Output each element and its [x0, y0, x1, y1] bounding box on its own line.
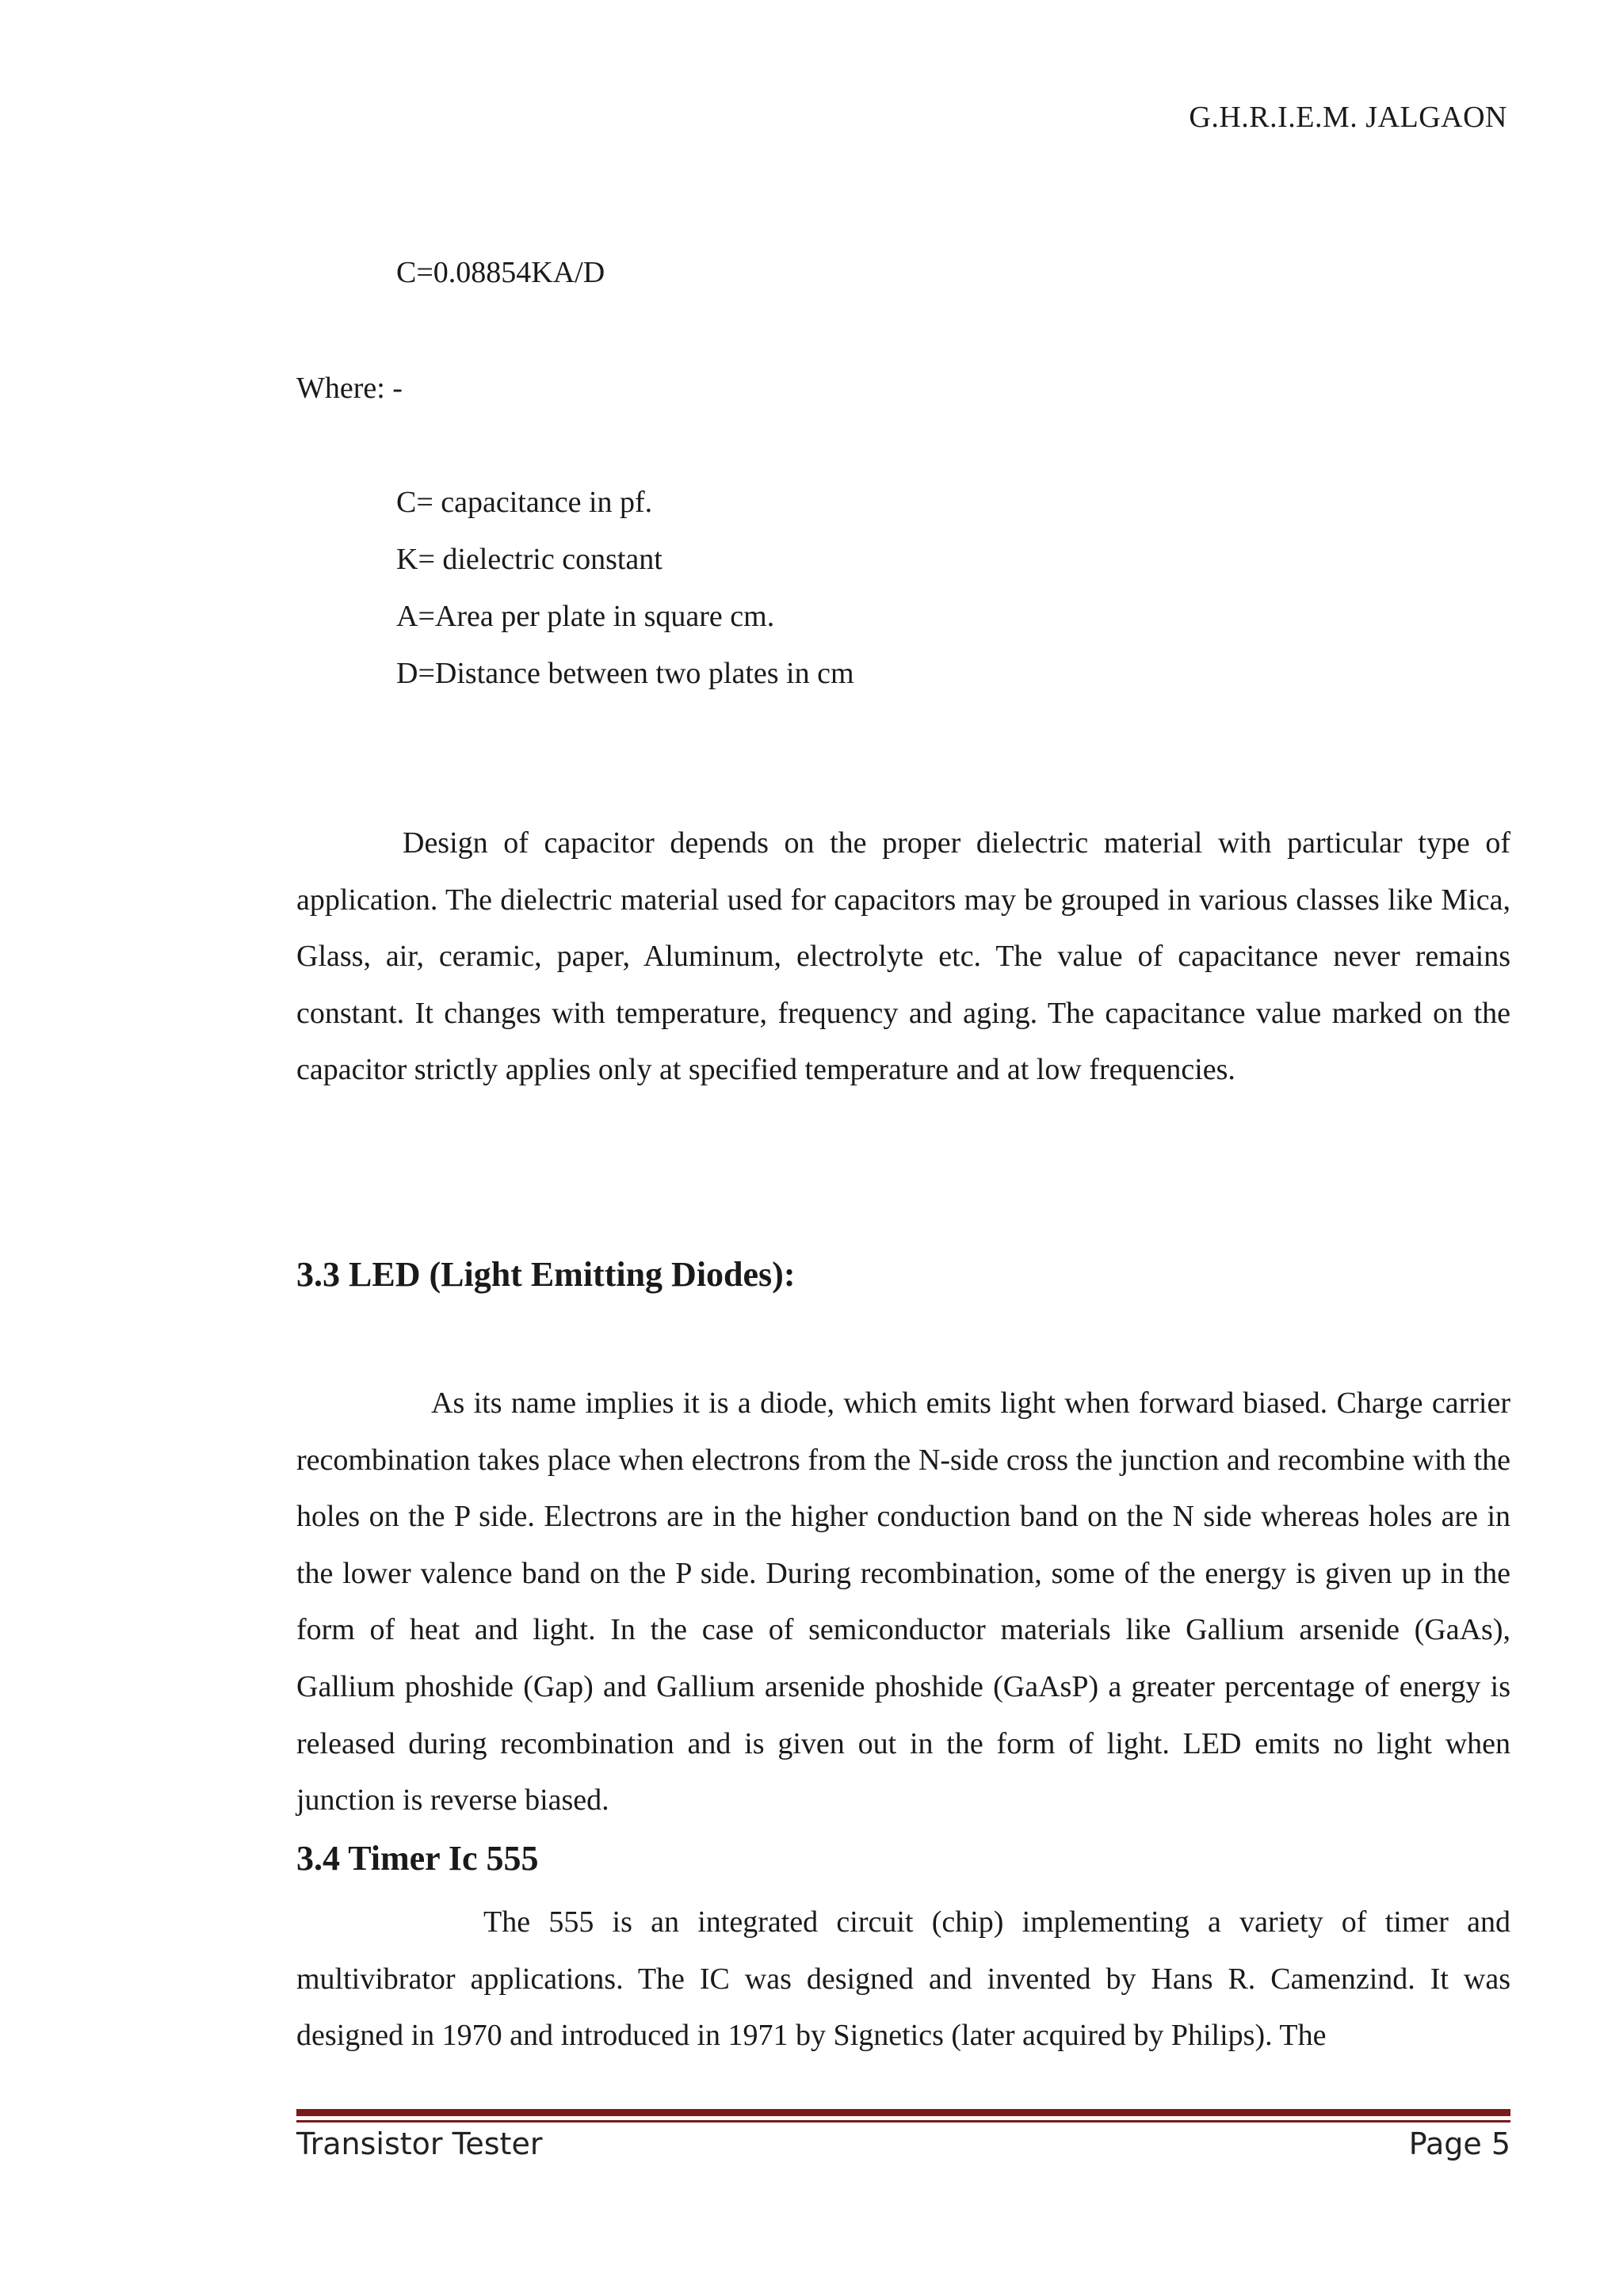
definition-c: C= capacitance in pf. [396, 486, 653, 519]
footer-rule-thin [296, 2120, 1510, 2122]
definition-k: K= dielectric constant [396, 543, 663, 576]
timer-paragraph: The 555 is an integrated circuit (chip) implementing a variety of timer and multivibrator applications. The IC was designed and invented by Hans R. Camenzind. It was designed in 1970 and introduced in 1971 by Signetics (later acquired by Philips). The [296, 1905, 1510, 2053]
led-section-heading: 3.3 LED (Light Emitting Diodes): [296, 1255, 796, 1294]
page-header: G.H.R.I.E.M. JALGAON [1189, 101, 1507, 134]
footer-page-number: Page 5 [1408, 2126, 1510, 2161]
where-label: Where: - [296, 372, 403, 405]
led-paragraph: As its name implies it is a diode, which emits light when forward biased. Charge carrier recombination takes place when electrons from the N-side cross the junction and recombine with the holes on the P side. Electrons are in the higher conduction band on the N side whereas holes are in the lower valence band on the P side. During recombination, some of the energy is given up in the form of heat and light. In the case of semiconductor materials like Gallium arsenide (GaAs), Gallium phoshide (Gap) and Gallium arsenide phoshide (GaAsP) a greater percentage of energy is released during recombination and is given out in the form of light. LED emits no light when junction is reverse biased. [296, 1386, 1510, 1817]
capacitor-paragraph: Design of capacitor depends on the proper dielectric material with particular type of application. The dielectric material used for capacitors may be grouped in various classes like Mica, Glass, air, ceramic, paper, Aluminum, electrolyte etc. The value of capacitance never remains constant. It changes with temperature, frequency and aging. The capacitance value marked on the capacitor strictly applies only at specified temperature and at low frequencies. [296, 826, 1510, 1087]
timer-section-heading: 3.4 Timer Ic 555 [296, 1839, 539, 1878]
definition-d: D=Distance between two plates in cm [396, 657, 854, 690]
definition-a: A=Area per plate in square cm. [396, 600, 775, 633]
capacitance-formula: C=0.08854KA/D [396, 256, 605, 289]
footer-rule [296, 2109, 1510, 2116]
footer-title: Transistor Tester [296, 2126, 543, 2161]
